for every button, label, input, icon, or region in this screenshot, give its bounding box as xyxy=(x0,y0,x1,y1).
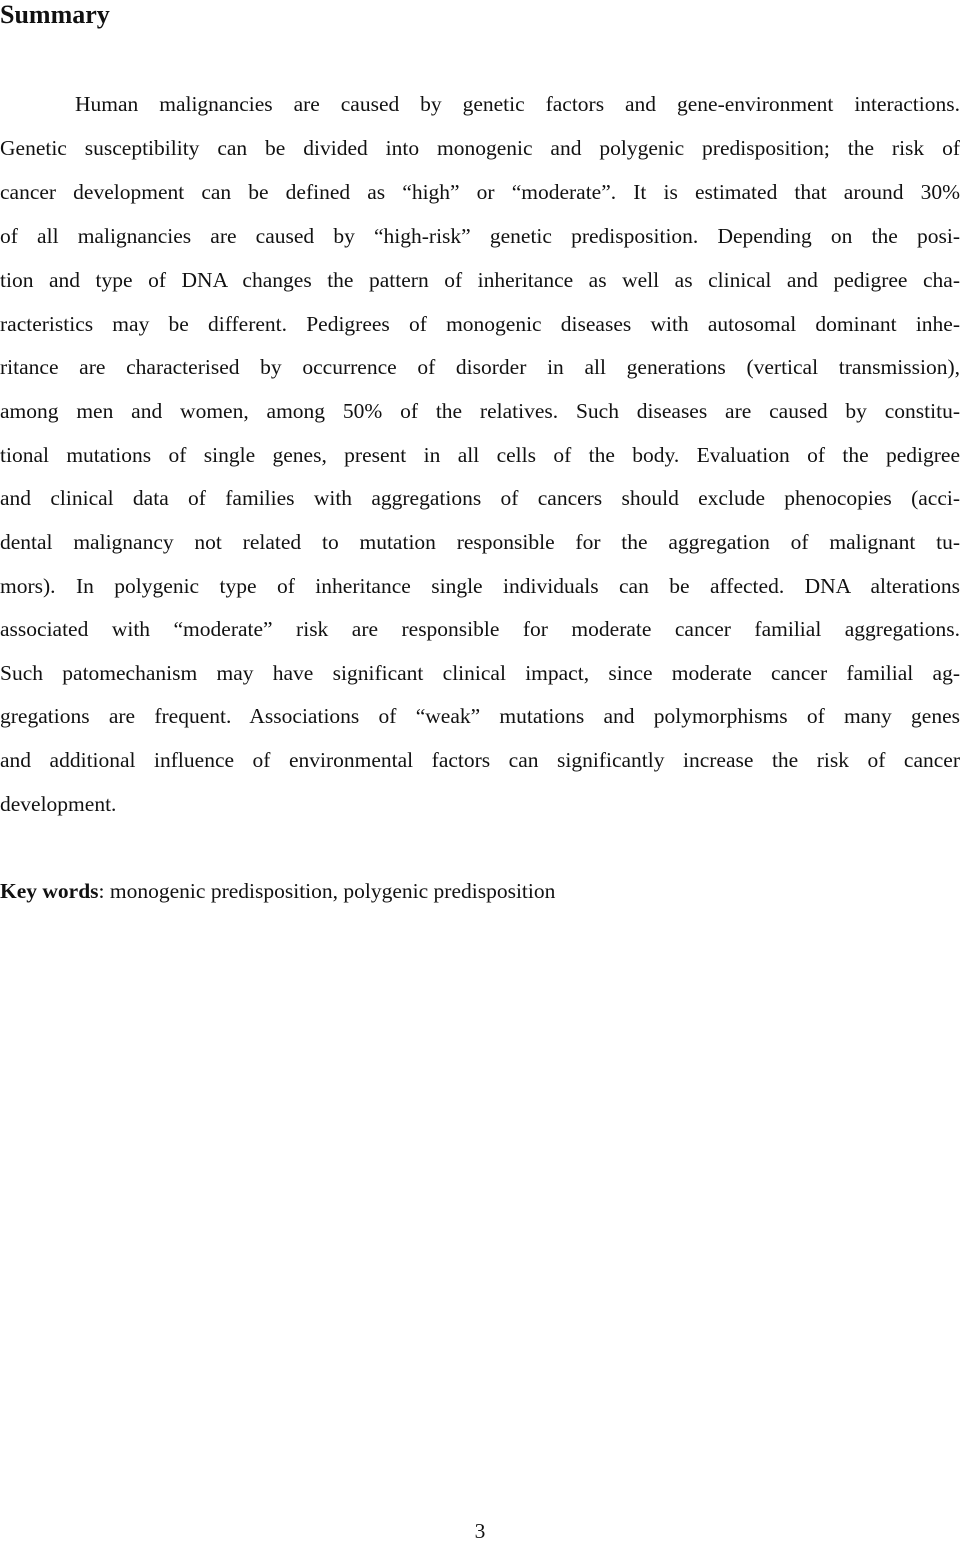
summary-line-1: Human malignancies are caused by genetic factors and gene-environment interactions. xyxy=(75,92,960,116)
summary-line-8: among men and women, among 50% of the relatives. Such diseases are caused by constitu- xyxy=(0,399,960,423)
summary-line-14: Such patomechanism may have significant clinical impact, since moderate cancer familial ag- xyxy=(0,661,960,685)
summary-line-10: and clinical data of families with aggregations of cancers should exclude phenocopies (acci- xyxy=(0,486,960,510)
summary-line-7: ritance are characterised by occurrence of disorder in all generations (vertical transmission), xyxy=(0,355,960,379)
summary-heading: Summary xyxy=(0,0,110,29)
summary-line-3: cancer development can be defined as “high” or “moderate”. It is estimated that around 30% xyxy=(0,180,960,204)
summary-line-15: gregations are frequent. Associations of “weak” mutations and polymorphisms of many genes xyxy=(0,704,960,728)
keywords-separator: : xyxy=(98,879,105,903)
page-number: 3 xyxy=(474,1519,486,1543)
summary-line-12: mors). In polygenic type of inheritance single individuals can be affected. DNA alterations xyxy=(0,574,960,598)
keywords-line xyxy=(0,877,555,905)
summary-line-4: of all malignancies are caused by “high-risk” genetic predisposition. Depending on the posi- xyxy=(0,224,960,248)
summary-line-17: development. xyxy=(0,792,117,816)
summary-line-13: associated with “moderate” risk are responsible for moderate cancer familial aggregations. xyxy=(0,617,960,641)
summary-line-16: and additional influence of environmental factors can significantly increase the risk of cancer xyxy=(0,748,960,772)
summary-line-5: tion and type of DNA changes the pattern of inheritance as well as clinical and pedigree cha- xyxy=(0,268,960,292)
summary-line-11: dental malignancy not related to mutation responsible for the aggregation of malignant tu- xyxy=(0,530,960,554)
keywords-label: Key words xyxy=(0,879,99,903)
summary-line-9: tional mutations of single genes, present in all cells of the body. Evaluation of the pedigree xyxy=(0,443,960,467)
summary-line-2: Genetic susceptibility can be divided into monogenic and polygenic predisposition; the risk of xyxy=(0,136,960,160)
summary-line-6: racteristics may be different. Pedigrees of monogenic diseases with autosomal dominant inhe- xyxy=(0,312,960,336)
keywords-text: monogenic predisposition, polygenic predisposition xyxy=(104,879,556,903)
